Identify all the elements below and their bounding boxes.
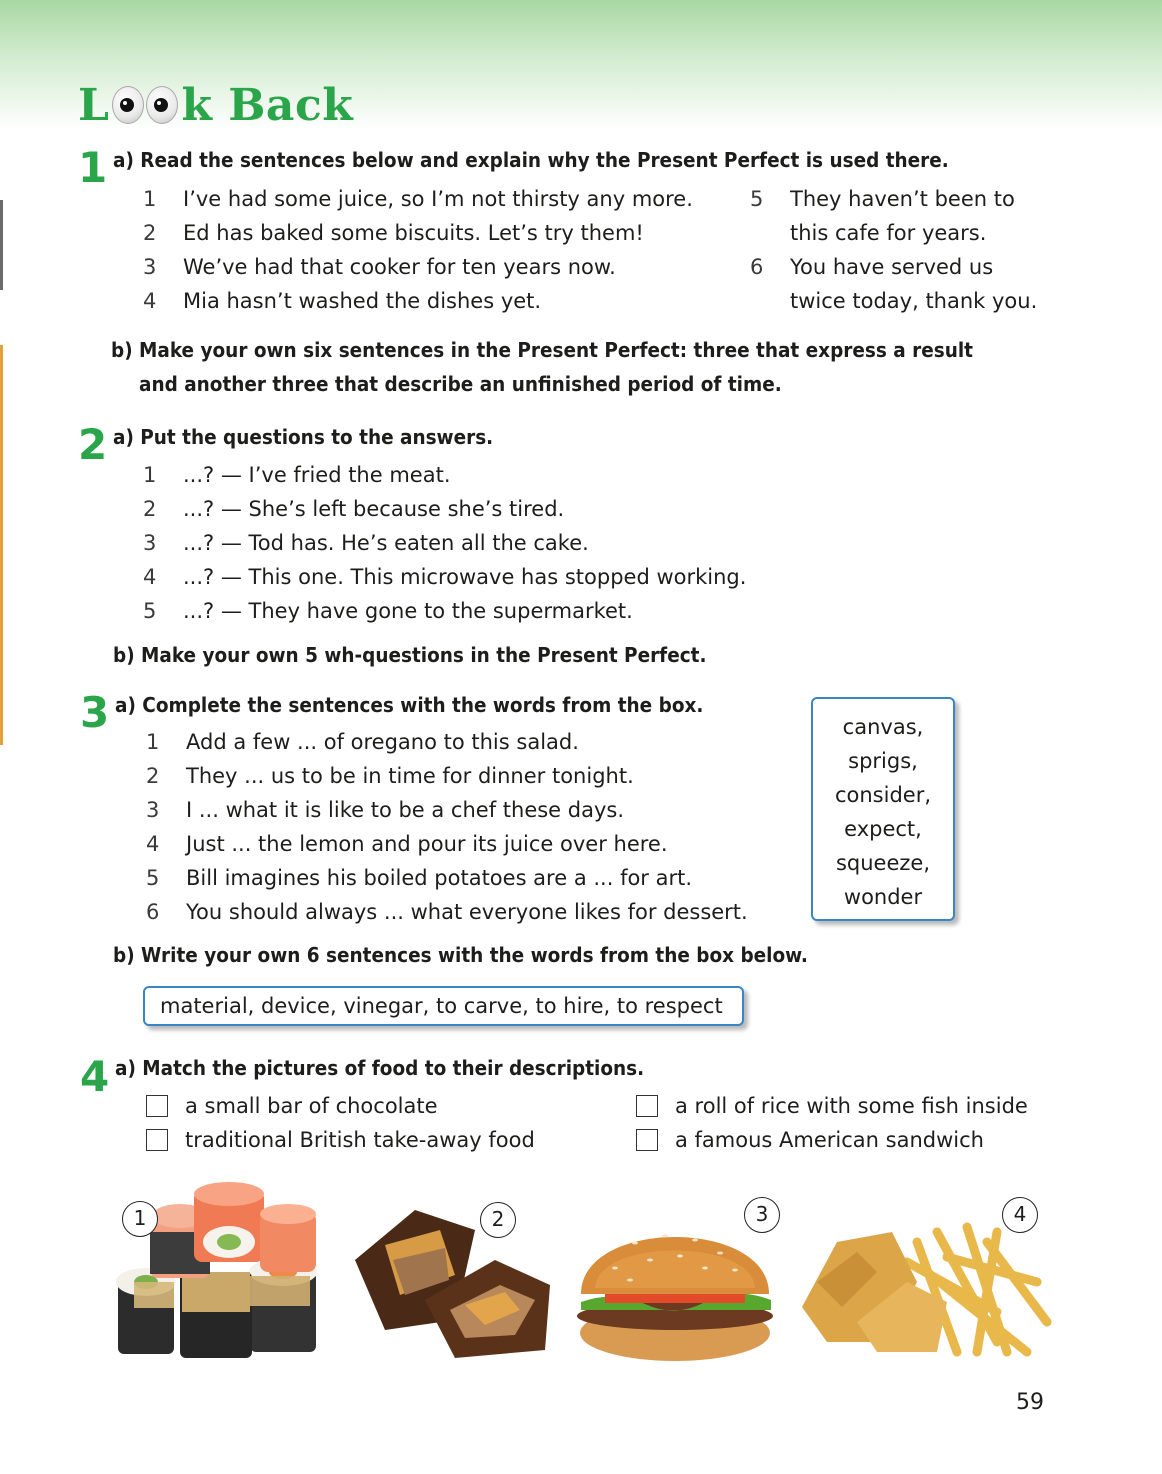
picture-number: 3 [744,1197,780,1233]
match-option[interactable]: a famous American sandwich [636,1128,984,1152]
picture-number: 1 [122,1201,158,1237]
picture-number: 2 [480,1202,516,1238]
match-option[interactable]: a roll of rice with some fish inside [636,1094,1028,1118]
list-item: 4 Mia hasn’t washed the dishes yet. [143,289,542,313]
match-option[interactable]: traditional British take-away food [146,1128,535,1152]
title-start: L [78,79,110,131]
page-title [78,76,353,134]
checkbox[interactable] [636,1095,658,1117]
list-item: 5 ...? — They have gone to the supermarket. [143,599,633,623]
exercise-1a-instruction: a) Read the sentences below and explain why the Present Perfect is used there. [113,148,949,172]
exercise-2b-instruction: b) Make your own 5 wh-questions in the Present Perfect. [113,643,707,667]
checkbox[interactable] [146,1129,168,1151]
box-word: sprigs, [848,749,918,773]
list-item: 3 ...? — Tod has. He’s eaten all the cake. [143,531,589,555]
list-item: 5 Bill imagines his boiled potatoes are a ... for art. [146,866,693,890]
box-word: consider, [834,783,932,807]
exercise-number: 3 [80,688,110,737]
checkbox[interactable] [146,1095,168,1117]
exercise-1b-instruction-cont: and another three that describe an unfinished period of time. [139,372,782,396]
match-option[interactable]: a small bar of chocolate [146,1094,438,1118]
page-number: 59 [1016,1390,1044,1415]
list-item: 1 ...? — I’ve fried the meat. [143,463,451,487]
eyes-icon [111,86,179,124]
list-item: 5 They haven’t been to [750,187,1015,211]
word-box [811,697,955,921]
exercise-number: 1 [78,143,108,192]
exercise-3-list [146,725,796,929]
list-item: 6 You should always ... what everyone likes for dessert. [146,900,748,924]
exercise-1-left-list [143,182,703,318]
exercise-1-right-list: 5 They haven’t been to this cafe for years. 6 You have served us twice today, thank you. [750,182,1050,318]
list-item: 6 You have served us [750,255,994,279]
exercise-1b-instruction: b) Make your own six sentences in the Present Perfect: three that express a result [111,338,973,362]
list-item: 2 Ed has baked some biscuits. Let’s try them! [143,221,644,245]
list-item: 4 ...? — This one. This microwave has stopped working. [143,565,747,589]
fish-and-chips-image [797,1212,1055,1362]
word-box-2: material, device, vinegar, to carve, to hire, to respect [143,986,744,1026]
exercise-2a-instruction: a) Put the questions to the answers. [113,425,494,449]
list-item: 2 ...? — She’s left because she’s tired. [143,497,565,521]
box-word: wonder [843,885,923,909]
page-edge-mark [0,200,3,290]
checkbox[interactable] [636,1129,658,1151]
exercise-3a-instruction: a) Complete the sentences with the words from the box. [115,693,704,717]
list-item: 4 Just ... the lemon and pour its juice over here. [146,832,668,856]
box-word: expect, [844,817,922,841]
exercise-3b-instruction: b) Write your own 6 sentences with the words from the box below. [113,943,808,967]
exercise-4a-instruction: a) Match the pictures of food to their descriptions. [115,1056,645,1080]
box-word: squeeze, [835,851,931,875]
chocolate-bar-image [345,1200,555,1360]
title-end: k Back [181,79,354,131]
list-item: 1 Add a few ... of oregano to this salad. [146,730,579,754]
exercise-number: 2 [78,420,108,469]
page-edge-tab [0,345,3,745]
list-item: 3 I ... what it is like to be a chef these days. [146,798,625,822]
exercise-2-list [143,458,793,628]
list-item: 3 We’ve had that cooker for ten years now. [143,255,616,279]
box-word: canvas, [842,715,924,739]
picture-number: 4 [1002,1197,1038,1233]
exercise-number: 4 [80,1052,110,1101]
list-item: 2 They ... us to be in time for dinner tonight. [146,764,634,788]
list-item: 1 I’ve had some juice, so I’m not thirsty any more. [143,187,693,211]
